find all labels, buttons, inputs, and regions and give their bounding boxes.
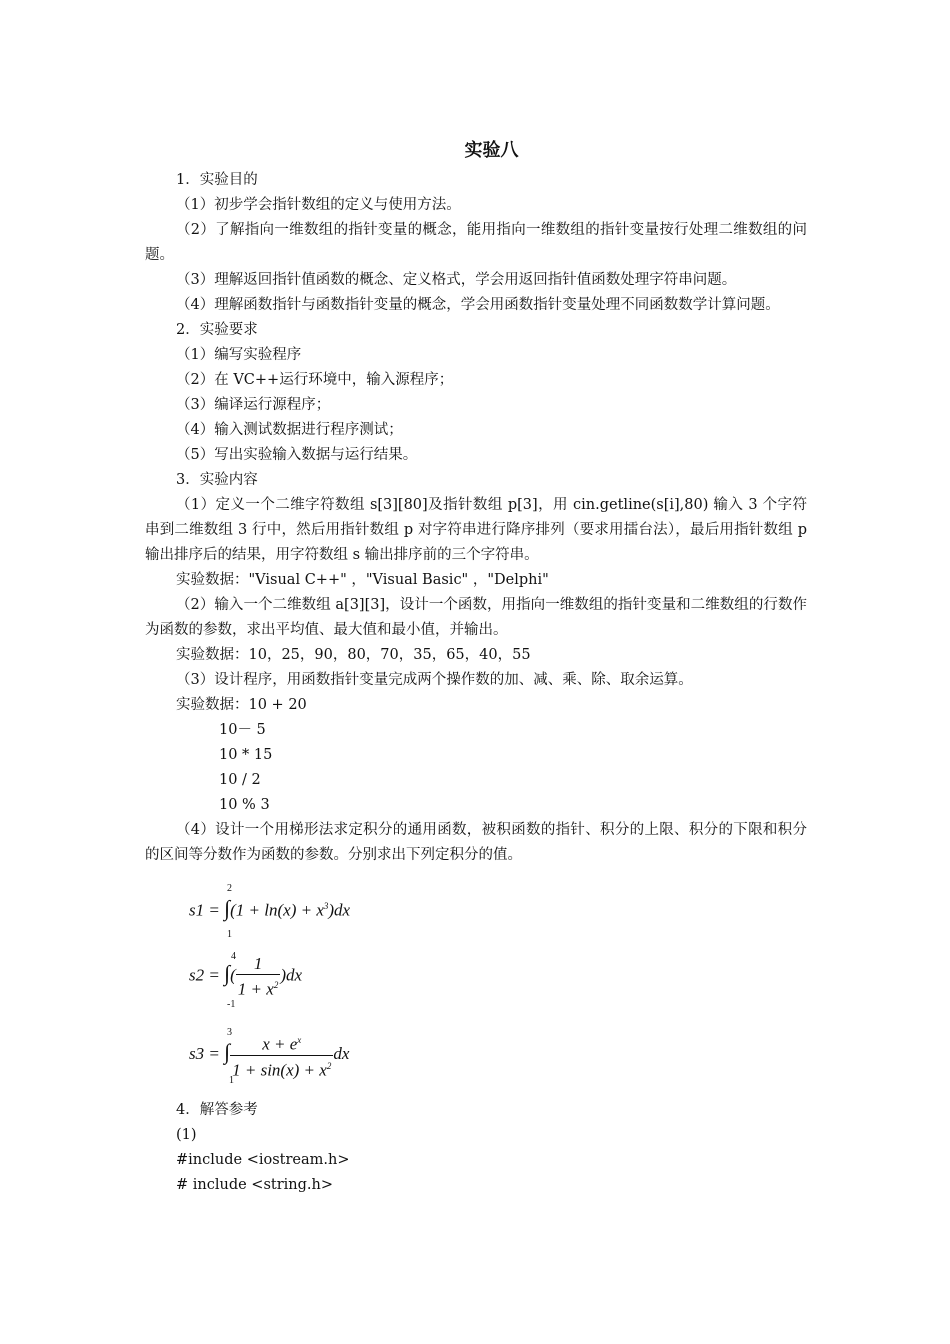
task-3-data-line: 10 % 3	[219, 797, 270, 813]
integral-sign-icon: ∫	[224, 895, 231, 921]
objective-2: （2）了解指向一维数组的指针变量的概念，能用指向一维数组的指针变量按行处理二维数组的问题。	[145, 222, 807, 263]
formula-lead: (	[230, 965, 236, 985]
denominator: 1 + sin(x) + x	[232, 1060, 327, 1080]
task-3-data: 实验数据：10 + 20	[176, 697, 307, 713]
code-line: #include <iostream.h>	[176, 1152, 350, 1168]
upper-limit: 2	[227, 883, 232, 894]
numerator: 1	[236, 954, 281, 975]
task-3-data-line: 10 * 15	[219, 747, 273, 763]
task-3-data-line: 10 / 2	[219, 772, 261, 788]
requirement-3: （3）编译运行源程序；	[176, 397, 331, 413]
task-2-data: 实验数据：10，25，90，80，70，35，65，40，55	[176, 647, 531, 663]
task-1: （1）定义一个二维字符数组 s[3][80]及指针数组 p[3]，用 cin.getline(s[i],80) 输入 3 个字符串到二维数组 3 行中，然后用指针数组 p 对字符串进行降序排列（要求用擂台法），最后用指针数组 p 输出排序后的结果，用字符数组 s 输出排序前的三个字符串。	[145, 497, 807, 563]
formula-lhs: s1 =	[189, 900, 220, 920]
integral-sign-icon: ∫	[224, 1039, 231, 1065]
task-3: （3）设计程序，用函数指针变量完成两个操作数的加、减、乘、除、取余运算。	[176, 672, 693, 688]
upper-limit: 3	[227, 1027, 232, 1038]
formula-tail: dx	[333, 1044, 350, 1064]
numerator: x + e	[262, 1034, 298, 1054]
fraction	[236, 954, 281, 1000]
formula-s2	[145, 946, 807, 1022]
objective-4: （4）理解函数指针与函数指针变量的概念，学会用函数指针变量处理不同函数数学计算问题。	[176, 297, 780, 313]
integral-sign-icon: ∫	[224, 960, 231, 986]
document-body	[145, 168, 807, 1198]
upper-limit: 4	[231, 951, 236, 962]
section3-heading: 3．实验内容	[176, 472, 258, 488]
formula-s1	[145, 880, 807, 946]
task-3-data-line: 10－ 5	[219, 722, 266, 738]
code-line: # include <string.h>	[176, 1177, 334, 1193]
section1-heading: 1．实验目的	[176, 172, 258, 188]
fraction	[230, 1030, 333, 1080]
formula-tail: )dx	[280, 965, 303, 985]
formula-body: (1 + ln(x) + x	[230, 900, 324, 920]
exponent: x	[297, 1035, 302, 1045]
formula-tail: )dx	[328, 900, 351, 920]
task-2: （2）输入一个二维数组 a[3][3]，设计一个函数，用指向一维数组的指针变量和二维数组的行数作为函数的参数，求出平均值、最大值和最小值，并输出。	[145, 597, 807, 638]
requirement-5: （5）写出实验输入数据与运行结果。	[176, 447, 418, 463]
section4-heading: 4．解答参考	[176, 1102, 258, 1118]
formula-s3	[145, 1022, 807, 1098]
page-title: 实验八	[464, 140, 519, 161]
objective-3: （3）理解返回指针值函数的概念、定义格式，学会用返回指针值函数处理字符串问题。	[176, 272, 737, 288]
lower-limit: -1	[227, 999, 236, 1010]
denominator: 1 + x	[237, 979, 274, 999]
exponent: 3	[323, 901, 329, 911]
exponent: 2	[273, 980, 279, 990]
lower-limit: 1	[229, 1075, 234, 1086]
exponent: 2	[326, 1060, 332, 1071]
formula-lhs: s2 =	[189, 965, 220, 985]
objective-1: （1）初步学会指针数组的定义与使用方法。	[176, 197, 461, 213]
task-1-data: 实验数据："Visual C++" ，"Visual Basic" ，"Delphi"	[176, 572, 549, 588]
formula-lhs: s3 =	[189, 1044, 220, 1064]
requirement-1: （1）编写实验程序	[176, 347, 302, 363]
section2-heading: 2．实验要求	[176, 322, 258, 338]
answer-subheading: (1)	[176, 1127, 197, 1143]
task-4: （4）设计一个用梯形法求定积分的通用函数，被积函数的指针、积分的上限、积分的下限和积分的区间等分数作为函数的参数。分别求出下列定积分的值。	[145, 822, 807, 863]
lower-limit: 1	[227, 929, 232, 940]
requirement-4: （4）输入测试数据进行程序测试；	[176, 422, 403, 438]
requirement-2: （2）在 VC++运行环境中，输入源程序；	[176, 372, 454, 388]
